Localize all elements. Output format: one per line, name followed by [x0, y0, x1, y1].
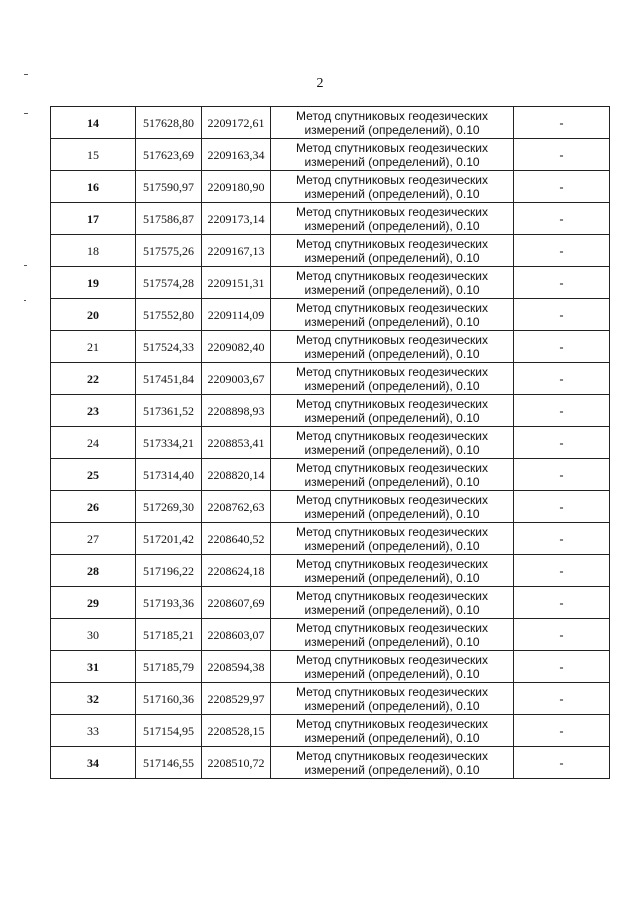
table-row: [51, 107, 610, 139]
point-number-cell: 16: [51, 171, 136, 203]
error-cell: -: [514, 651, 610, 683]
x-coordinate-cell: 517361,52: [136, 395, 202, 427]
point-number-cell: 30: [51, 619, 136, 651]
x-coordinate-cell: 517552,80: [136, 299, 202, 331]
point-number-cell: 28: [51, 555, 136, 587]
error-cell: -: [514, 747, 610, 779]
method-line-1: Метод спутниковых геодезических: [296, 268, 488, 283]
method-line-2: измерений (определений), 0.10: [304, 474, 480, 489]
method-line-1: Метод спутниковых геодезических: [296, 300, 488, 315]
method-line-2: измерений (определений), 0.10: [304, 410, 480, 425]
y-coordinate-cell: 2208529,97: [202, 683, 271, 715]
point-number-cell: 32: [51, 683, 136, 715]
x-coordinate-cell: 517574,28: [136, 267, 202, 299]
x-coordinate-cell: 517334,21: [136, 427, 202, 459]
table-row: [51, 363, 610, 395]
method-line-1: Метод спутниковых геодезических: [296, 716, 488, 731]
x-coordinate-cell: 517185,79: [136, 651, 202, 683]
y-coordinate-cell: 2209082,40: [202, 331, 271, 363]
point-number-cell: 19: [51, 267, 136, 299]
error-cell: -: [514, 459, 610, 491]
coordinates-table: [50, 106, 610, 779]
method-cell: [271, 139, 514, 171]
method-cell: [271, 523, 514, 555]
y-coordinate-cell: 2208594,38: [202, 651, 271, 683]
table-row: [51, 459, 610, 491]
x-coordinate-cell: 517193,36: [136, 587, 202, 619]
scan-mark: [24, 300, 26, 301]
y-coordinate-cell: 2208640,52: [202, 523, 271, 555]
table-row: [51, 715, 610, 747]
point-number-cell: 25: [51, 459, 136, 491]
scan-mark: [24, 74, 28, 75]
point-number-cell: 26: [51, 491, 136, 523]
method-line-2: измерений (определений), 0.10: [304, 218, 480, 233]
method-line-2: измерений (определений), 0.10: [304, 506, 480, 521]
error-cell: -: [514, 555, 610, 587]
method-cell: [271, 587, 514, 619]
point-number-cell: 14: [51, 107, 136, 139]
method-line-1: Метод спутниковых геодезических: [296, 492, 488, 507]
x-coordinate-cell: 517314,40: [136, 459, 202, 491]
method-cell: [271, 427, 514, 459]
error-cell: -: [514, 683, 610, 715]
error-cell: -: [514, 299, 610, 331]
x-coordinate-cell: 517524,33: [136, 331, 202, 363]
table-row: [51, 427, 610, 459]
point-number-cell: 27: [51, 523, 136, 555]
method-cell: [271, 395, 514, 427]
method-line-1: Метод спутниковых геодезических: [296, 108, 488, 123]
method-line-2: измерений (определений), 0.10: [304, 698, 480, 713]
error-cell: -: [514, 331, 610, 363]
method-cell: [271, 491, 514, 523]
error-cell: -: [514, 171, 610, 203]
method-cell: [271, 107, 514, 139]
point-number-cell: 17: [51, 203, 136, 235]
error-cell: -: [514, 235, 610, 267]
x-coordinate-cell: 517160,36: [136, 683, 202, 715]
point-number-cell: 24: [51, 427, 136, 459]
x-coordinate-cell: 517269,30: [136, 491, 202, 523]
y-coordinate-cell: 2209151,31: [202, 267, 271, 299]
y-coordinate-cell: 2209163,34: [202, 139, 271, 171]
table-row: [51, 555, 610, 587]
method-cell: [271, 363, 514, 395]
error-cell: -: [514, 523, 610, 555]
table-row: [51, 619, 610, 651]
point-number-cell: 29: [51, 587, 136, 619]
y-coordinate-cell: 2208510,72: [202, 747, 271, 779]
y-coordinate-cell: 2208624,18: [202, 555, 271, 587]
table-row: [51, 523, 610, 555]
method-line-2: измерений (определений), 0.10: [304, 442, 480, 457]
method-line-1: Метод спутниковых геодезических: [296, 140, 488, 155]
scan-mark: [24, 265, 27, 266]
point-number-cell: 23: [51, 395, 136, 427]
y-coordinate-cell: 2209180,90: [202, 171, 271, 203]
x-coordinate-cell: 517154,95: [136, 715, 202, 747]
x-coordinate-cell: 517590,97: [136, 171, 202, 203]
table-row: [51, 651, 610, 683]
method-line-2: измерений (определений), 0.10: [304, 282, 480, 297]
method-line-2: измерений (определений), 0.10: [304, 154, 480, 169]
method-cell: [271, 203, 514, 235]
method-cell: [271, 747, 514, 779]
method-line-1: Метод спутниковых геодезических: [296, 460, 488, 475]
method-line-2: измерений (определений), 0.10: [304, 762, 480, 777]
method-cell: [271, 555, 514, 587]
table-row: [51, 203, 610, 235]
table-row: [51, 395, 610, 427]
point-number-cell: 31: [51, 651, 136, 683]
x-coordinate-cell: 517575,26: [136, 235, 202, 267]
method-cell: [271, 651, 514, 683]
error-cell: -: [514, 715, 610, 747]
method-line-2: измерений (определений), 0.10: [304, 314, 480, 329]
y-coordinate-cell: 2208820,14: [202, 459, 271, 491]
method-line-2: измерений (определений), 0.10: [304, 346, 480, 361]
x-coordinate-cell: 517451,84: [136, 363, 202, 395]
method-line-1: Метод спутниковых геодезических: [296, 396, 488, 411]
table-row: [51, 139, 610, 171]
point-number-cell: 34: [51, 747, 136, 779]
point-number-cell: 15: [51, 139, 136, 171]
error-cell: -: [514, 395, 610, 427]
error-cell: -: [514, 203, 610, 235]
error-cell: -: [514, 139, 610, 171]
method-line-2: измерений (определений), 0.10: [304, 666, 480, 681]
table-row: [51, 491, 610, 523]
y-coordinate-cell: 2209173,14: [202, 203, 271, 235]
y-coordinate-cell: 2208528,15: [202, 715, 271, 747]
y-coordinate-cell: 2209172,61: [202, 107, 271, 139]
table-row: [51, 747, 610, 779]
method-line-1: Метод спутниковых геодезических: [296, 236, 488, 251]
error-cell: -: [514, 267, 610, 299]
point-number-cell: 21: [51, 331, 136, 363]
y-coordinate-cell: 2208607,69: [202, 587, 271, 619]
y-coordinate-cell: 2208853,41: [202, 427, 271, 459]
method-line-1: Метод спутниковых геодезических: [296, 556, 488, 571]
x-coordinate-cell: 517628,80: [136, 107, 202, 139]
y-coordinate-cell: 2209114,09: [202, 299, 271, 331]
table-row: [51, 299, 610, 331]
method-cell: [271, 171, 514, 203]
scan-mark: [24, 113, 28, 114]
method-cell: [271, 715, 514, 747]
method-cell: [271, 683, 514, 715]
error-cell: -: [514, 491, 610, 523]
method-line-1: Метод спутниковых геодезических: [296, 588, 488, 603]
method-line-2: измерений (определений), 0.10: [304, 602, 480, 617]
point-number-cell: 22: [51, 363, 136, 395]
table-row: [51, 331, 610, 363]
table-row: [51, 683, 610, 715]
method-line-2: измерений (определений), 0.10: [304, 122, 480, 137]
method-cell: [271, 619, 514, 651]
method-line-1: Метод спутниковых геодезических: [296, 364, 488, 379]
point-number-cell: 33: [51, 715, 136, 747]
method-line-2: измерений (определений), 0.10: [304, 570, 480, 585]
x-coordinate-cell: 517586,87: [136, 203, 202, 235]
y-coordinate-cell: 2209167,13: [202, 235, 271, 267]
point-number-cell: 18: [51, 235, 136, 267]
x-coordinate-cell: 517196,22: [136, 555, 202, 587]
table-row: [51, 267, 610, 299]
method-line-2: измерений (определений), 0.10: [304, 634, 480, 649]
table-row: [51, 587, 610, 619]
method-line-1: Метод спутниковых геодезических: [296, 524, 488, 539]
method-cell: [271, 299, 514, 331]
table-row: [51, 235, 610, 267]
method-cell: [271, 267, 514, 299]
point-number-cell: 20: [51, 299, 136, 331]
error-cell: -: [514, 587, 610, 619]
page-number: 2: [316, 76, 324, 91]
y-coordinate-cell: 2208603,07: [202, 619, 271, 651]
method-line-2: измерений (определений), 0.10: [304, 730, 480, 745]
method-line-1: Метод спутниковых геодезических: [296, 748, 488, 763]
method-cell: [271, 235, 514, 267]
x-coordinate-cell: 517623,69: [136, 139, 202, 171]
error-cell: -: [514, 107, 610, 139]
y-coordinate-cell: 2209003,67: [202, 363, 271, 395]
coordinates-table-body: [51, 107, 610, 779]
method-line-2: измерений (определений), 0.10: [304, 378, 480, 393]
method-line-2: измерений (определений), 0.10: [304, 538, 480, 553]
error-cell: -: [514, 427, 610, 459]
x-coordinate-cell: 517146,55: [136, 747, 202, 779]
x-coordinate-cell: 517201,42: [136, 523, 202, 555]
method-line-1: Метод спутниковых геодезических: [296, 204, 488, 219]
method-line-2: измерений (определений), 0.10: [304, 250, 480, 265]
method-line-1: Метод спутниковых геодезических: [296, 428, 488, 443]
y-coordinate-cell: 2208762,63: [202, 491, 271, 523]
method-cell: [271, 459, 514, 491]
method-line-1: Метод спутниковых геодезических: [296, 172, 488, 187]
method-cell: [271, 331, 514, 363]
x-coordinate-cell: 517185,21: [136, 619, 202, 651]
y-coordinate-cell: 2208898,93: [202, 395, 271, 427]
method-line-1: Метод спутниковых геодезических: [296, 652, 488, 667]
error-cell: -: [514, 363, 610, 395]
method-line-2: измерений (определений), 0.10: [304, 186, 480, 201]
error-cell: -: [514, 619, 610, 651]
table-row: [51, 171, 610, 203]
method-line-1: Метод спутниковых геодезических: [296, 684, 488, 699]
method-line-1: Метод спутниковых геодезических: [296, 620, 488, 635]
method-line-1: Метод спутниковых геодезических: [296, 332, 488, 347]
